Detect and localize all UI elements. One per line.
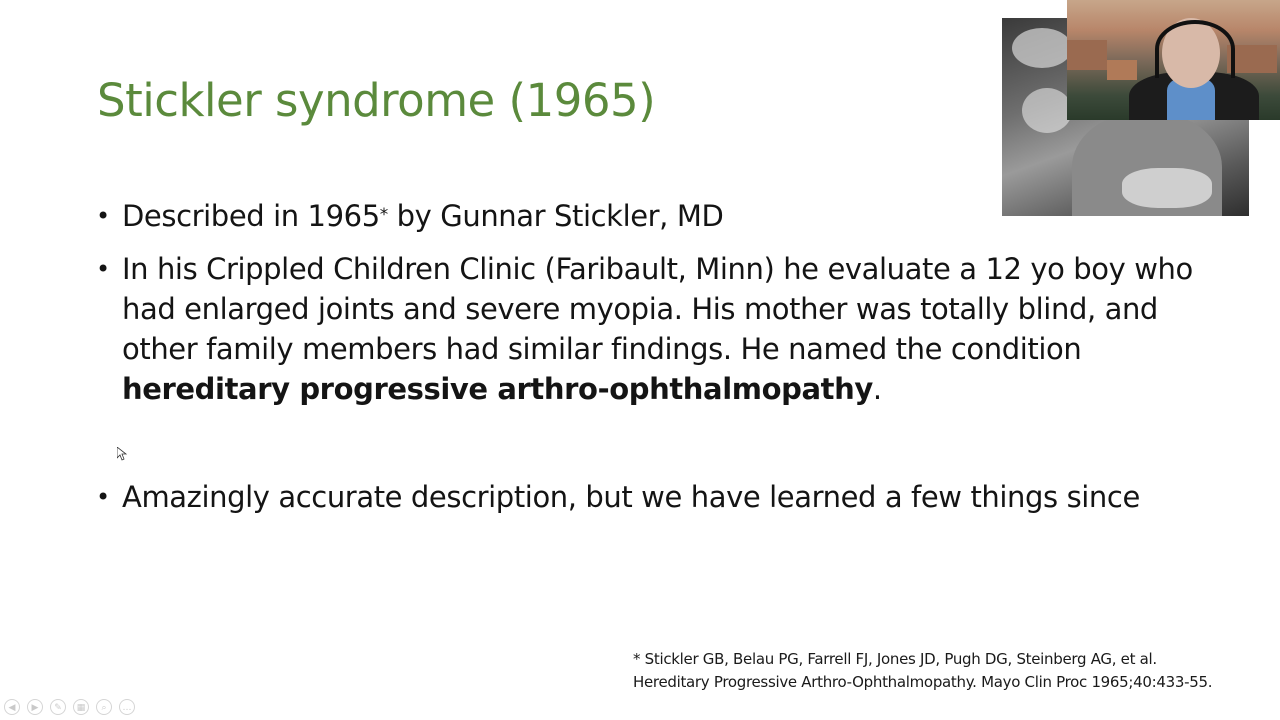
slides-icon[interactable]: ▦ xyxy=(73,699,89,715)
photo-shape xyxy=(1022,88,1072,133)
zoom-icon[interactable]: ⌕ xyxy=(96,699,112,715)
bullet-text-part: Described in 1965 xyxy=(122,199,380,233)
previous-icon[interactable]: ◀ xyxy=(4,699,20,715)
pen-icon[interactable]: ✎ xyxy=(50,699,66,715)
bullet-text xyxy=(122,249,1222,409)
bullet-dot: • xyxy=(96,255,110,283)
bullet-text-part: by Gunnar Stickler, MD xyxy=(387,199,724,233)
bullet-text-part: . xyxy=(872,372,882,406)
bullet-dot: • xyxy=(96,202,110,230)
background-building xyxy=(1107,60,1137,80)
photo-shape xyxy=(1012,28,1072,68)
headset-icon xyxy=(1155,20,1235,78)
photo-shape xyxy=(1122,168,1212,208)
more-icon[interactable]: … xyxy=(119,699,135,715)
bullet-text-part: In his Crippled Children Clinic (Faribault, Minn) he evaluate a 12 yo boy who had enlarged joints and severe myopia. His mother was totally blind, and other family members had similar findings. He named the condition xyxy=(122,252,1193,366)
bullet-text: Amazingly accurate description, but we have learned a few things since xyxy=(122,480,1140,514)
slideshow-toolbar xyxy=(4,699,135,715)
citation-line: Hereditary Progressive Arthro-Ophthalmopathy. Mayo Clin Proc 1965;40:433-55. xyxy=(633,673,1213,691)
background-building xyxy=(1067,40,1107,70)
slide-title: Stickler syndrome (1965) xyxy=(97,74,656,127)
footnote-marker: * xyxy=(379,205,388,225)
mouse-cursor-icon xyxy=(117,447,127,461)
bold-term: hereditary progressive arthro-ophthalmopathy xyxy=(122,372,873,406)
citation-footnote xyxy=(633,648,1273,694)
presenter-webcam[interactable] xyxy=(1067,0,1280,120)
citation-line: * Stickler GB, Belau PG, Farrell FJ, Jones JD, Pugh DG, Steinberg AG, et al. xyxy=(633,650,1157,668)
next-icon[interactable]: ▶ xyxy=(27,699,43,715)
bullet-dot: • xyxy=(96,483,110,511)
